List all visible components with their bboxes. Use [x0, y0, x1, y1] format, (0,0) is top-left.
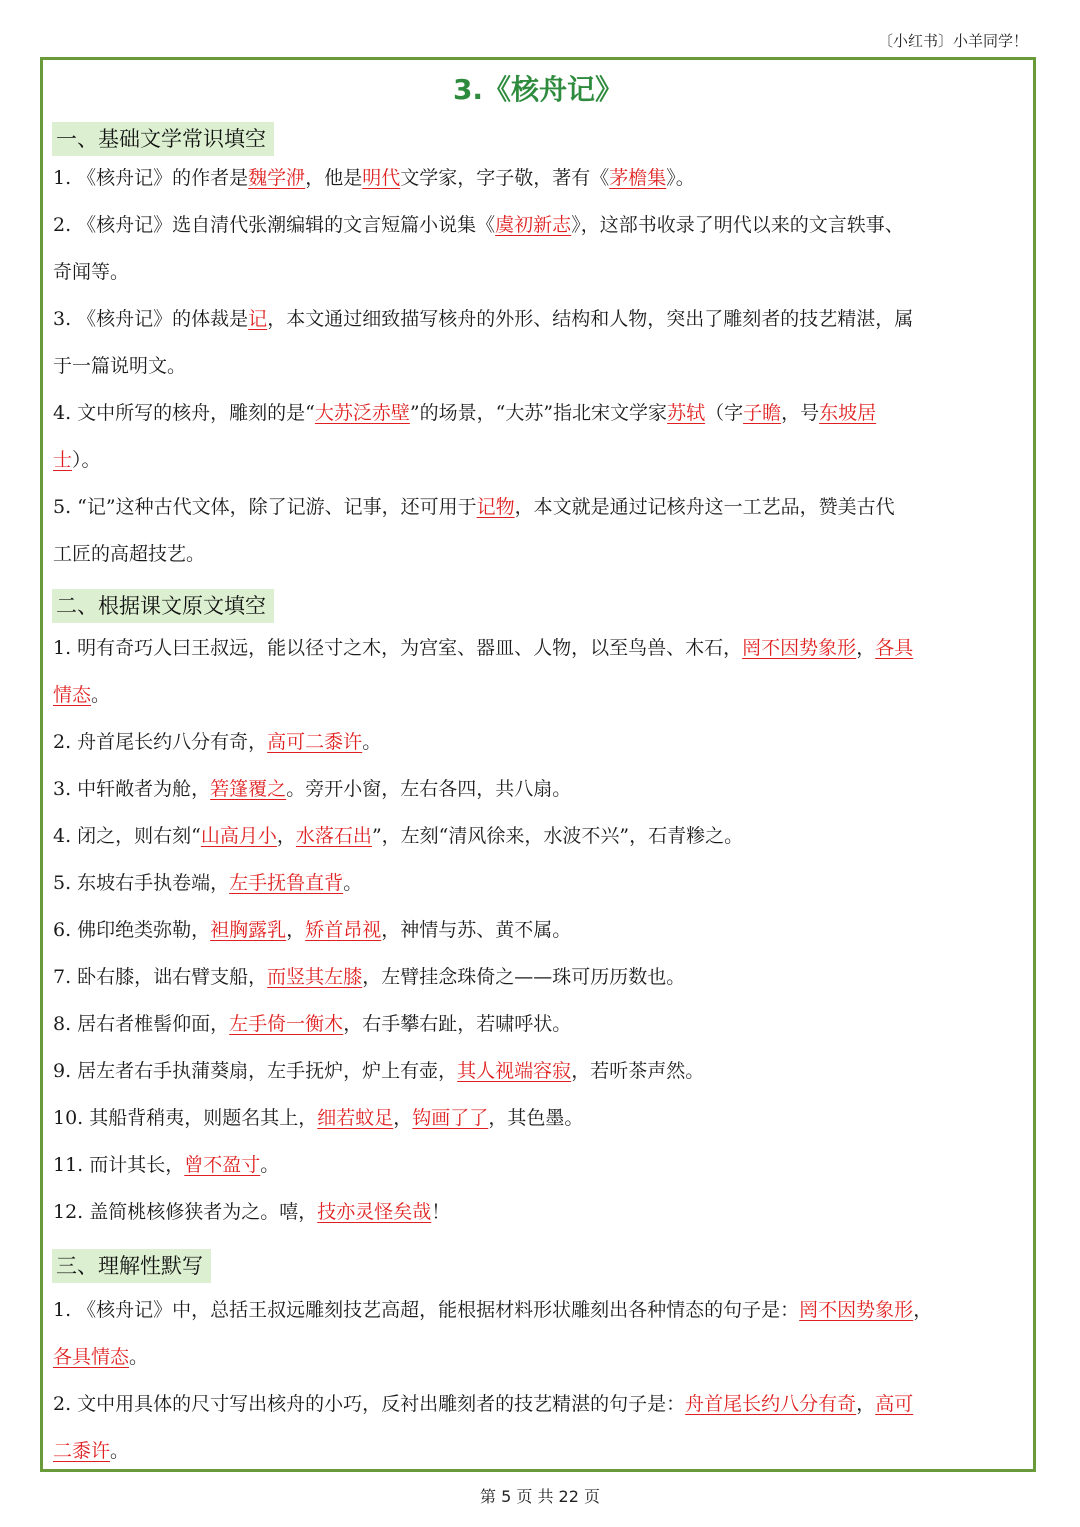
text-line [53, 351, 186, 381]
text-line [53, 1150, 279, 1180]
text-line [53, 727, 381, 757]
line-text: 6. 佛印绝类弥勒， [53, 919, 211, 941]
text-line [53, 210, 904, 240]
answer-text: 明代 [362, 167, 401, 189]
line-text: ，神情与苏、黄不属。 [381, 919, 572, 941]
answer-text: 曾不盈寸 [184, 1154, 261, 1176]
text-line [53, 492, 895, 522]
line-text: 1. 《核舟记》中，总括王叔远雕刻技艺高超，能根据材料形状雕刻出各种情态的句子是： [53, 1299, 800, 1321]
line-text: ！ [431, 1201, 451, 1223]
line-text: 。 [260, 1154, 280, 1176]
answer-text: 高可 [875, 1393, 914, 1415]
text-line [53, 633, 913, 663]
line-text: 11. 而计其长， [53, 1154, 185, 1176]
line-text: ，本文就是通过记核舟这一工艺品，赞美古代 [514, 496, 895, 518]
text-line [53, 962, 685, 992]
answer-text: 舟首尾长约八分有奇 [685, 1393, 857, 1415]
answer-text: 子瞻 [743, 402, 782, 424]
line-text: ， [393, 1107, 413, 1129]
line-text: ， [913, 1299, 933, 1321]
line-text: 8. 居右者椎髻仰面， [53, 1013, 230, 1035]
section-heading-1: 一、基础文学常识填空 [52, 122, 274, 156]
answer-text: 高可二黍许 [267, 731, 363, 753]
line-text: ， [286, 919, 306, 941]
line-text: ，右手攀右趾，若啸呼状。 [343, 1013, 572, 1035]
text-line [53, 445, 101, 475]
answer-text: 箬篷覆之 [210, 778, 287, 800]
line-text: ，左臂挂念珠倚之——珠可历历数也。 [362, 966, 686, 988]
answer-text: 虞初新志 [495, 214, 572, 236]
answer-text: 矫首昂视 [305, 919, 382, 941]
line-text: 于一篇说明文。 [53, 355, 187, 377]
text-line [53, 680, 110, 710]
text-line [53, 868, 362, 898]
section-heading-2: 二、根据课文原文填空 [52, 589, 274, 623]
text-line [53, 915, 571, 945]
worksheet-frame [40, 57, 1036, 1472]
line-text: ，其色墨。 [488, 1107, 584, 1129]
answer-text: 钩画了了 [412, 1107, 489, 1129]
line-text: ，本文通过细致描写核舟的外形、结构和人物，突出了雕刻者的技艺精湛，属 [267, 308, 914, 330]
page-number: 第 5 页 共 22 页 [480, 1487, 600, 1506]
line-text: ，若听茶声然。 [571, 1060, 705, 1082]
line-text: 2. 舟首尾长约八分有奇， [53, 731, 268, 753]
line-text: 10. 其船背稍夷，则题名其上， [53, 1107, 318, 1129]
answer-text: 二黍许 [53, 1440, 111, 1462]
text-line [53, 1103, 583, 1133]
line-text: 4. 闭之，则右刻“ [53, 825, 201, 847]
line-text: 3. 中轩敞者为舱， [53, 778, 211, 800]
answer-text: 山高月小 [200, 825, 277, 847]
source-note: 〔小红书〕小羊同学！ [877, 32, 1028, 50]
text-line [53, 398, 876, 428]
answer-text: 而竖其左膝 [267, 966, 363, 988]
line-text: ，他是 [305, 167, 363, 189]
answer-text: 记物 [476, 496, 515, 518]
text-line [53, 1056, 704, 1086]
answer-text: 左手抚鲁直背 [229, 872, 344, 894]
line-text: 。 [91, 684, 111, 706]
line-text: ， [856, 637, 876, 659]
text-line [53, 257, 129, 287]
answer-text: 苏轼 [667, 402, 706, 424]
line-text: 4. 文中所写的核舟，雕刻的是“ [53, 402, 315, 424]
answer-text: 其人视端容寂 [457, 1060, 572, 1082]
line-text: 奇闻等。 [53, 261, 130, 283]
line-text: 12. 盖简桃核修狭者为之。嘻， [53, 1201, 318, 1223]
answer-text: 技亦灵怪矣哉 [317, 1201, 432, 1223]
line-text: ，号 [781, 402, 820, 424]
answer-text: 情态 [53, 684, 92, 706]
answer-text: 茅檐集 [609, 167, 667, 189]
answer-text: 袒胸露乳 [210, 919, 287, 941]
answer-text: 大苏泛赤壁 [314, 402, 410, 424]
line-text: 2. 文中用具体的尺寸写出核舟的小巧，反衬出雕刻者的技艺精湛的句子是： [53, 1393, 686, 1415]
line-text: 5. 东坡右手执卷端， [53, 872, 230, 894]
answer-text: 各具 [875, 637, 914, 659]
line-text: 1. 《核舟记》的作者是 [53, 167, 249, 189]
answer-text: 士 [53, 449, 73, 471]
line-text: 9. 居左者右手执蒲葵扇，左手抚炉，炉上有壶， [53, 1060, 458, 1082]
line-text: 。 [129, 1346, 149, 1368]
answer-text: 东坡居 [819, 402, 877, 424]
line-text: 。 [362, 731, 382, 753]
text-line [53, 1197, 450, 1227]
line-text: 》。 [666, 167, 695, 189]
line-text: 。 [343, 872, 363, 894]
line-text: ， [276, 825, 296, 847]
answer-text: 罔不因势象形 [742, 637, 857, 659]
answer-text: 各具情态 [53, 1346, 130, 1368]
line-text: 》，这部书收录了明代以来的文言轶事、 [571, 214, 904, 236]
line-text: 5. “记”这种古代文体，除了记游、记事，还可用于 [53, 496, 477, 518]
text-line [53, 304, 913, 334]
line-text: 3. 《核舟记》的体裁是 [53, 308, 249, 330]
page-title: 3.《核舟记》 [452, 73, 624, 106]
text-line [53, 774, 571, 804]
section-heading-3: 三、理解性默写 [52, 1249, 211, 1283]
answer-text: 记 [248, 308, 268, 330]
line-text: ”的场景，“大苏”指北宋文学家 [409, 402, 668, 424]
answer-text: 左手倚一衡木 [229, 1013, 344, 1035]
line-text: ”，左刻“清风徐来，水波不兴”，石青糁之。 [371, 825, 744, 847]
line-text: 2. 《核舟记》选自清代张潮编辑的文言短篇小说集《 [53, 214, 496, 236]
text-line [53, 539, 205, 569]
line-text: （字 [705, 402, 744, 424]
line-text: 7. 卧右膝，诎右臂支船， [53, 966, 268, 988]
answer-text: 魏学洢 [248, 167, 306, 189]
text-line [53, 821, 743, 851]
line-text: ， [856, 1393, 876, 1415]
line-text: 。旁开小窗，左右各四，共八扇。 [286, 778, 572, 800]
line-text: 文学家，字子敬，著有《 [400, 167, 610, 189]
answer-text: 罔不因势象形 [799, 1299, 914, 1321]
line-text: 。 [110, 1440, 130, 1462]
line-text: 工匠的高超技艺。 [53, 543, 206, 565]
line-text: ）。 [72, 449, 101, 471]
text-line [53, 1295, 932, 1325]
line-text: 1. 明有奇巧人曰王叔远，能以径寸之木，为宫室、器皿、人物，以至鸟兽、木石， [53, 637, 743, 659]
text-line [53, 1436, 129, 1466]
answer-text: 细若蚊足 [317, 1107, 394, 1129]
text-line [53, 163, 695, 193]
text-line [53, 1009, 571, 1039]
text-line [53, 1342, 148, 1372]
answer-text: 水落石出 [295, 825, 372, 847]
text-line [53, 1389, 913, 1419]
